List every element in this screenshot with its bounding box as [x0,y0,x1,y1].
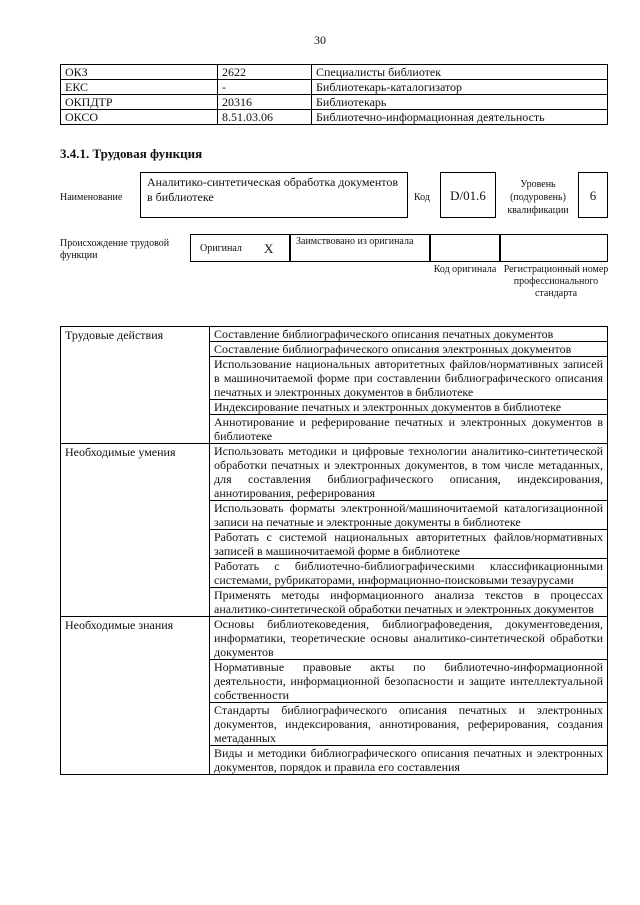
name-cell: Библиотекарь-каталогизатор [312,80,608,95]
origin-label: Происхождение трудовой функции [60,238,170,261]
reg-number-label: Регистрационный номер профессионального стандарта [503,264,609,299]
table-row [61,617,608,660]
value-cell: 20316 [218,95,312,110]
list-item: Применять методы информационного анализа текстов в процессах аналитико-синтетической обработки печатных и электронных документов [210,588,608,617]
borrowed-label: Заимствовано из оригинала [296,236,414,247]
list-item: Использование национальных авторитетных файлов/нормативных записей в машиночитаемой форме при составлении библиографического описания печатных и электронных документов в библиотеке [210,357,608,400]
section-header: Необходимые знания [61,617,210,775]
list-item: Составление библиографического описания электронных документов [210,342,608,357]
name-label: Наименование [60,192,123,203]
reg-number-cell [500,234,608,262]
list-item: Аннотирование и реферирование печатных и электронных документов в библиотеке [210,415,608,444]
page-number: 30 [314,33,326,47]
name-cell: Библиотекарь [312,95,608,110]
name-cell: Библиотечно-информационная деятельность [312,110,608,125]
section-header: Необходимые умения [61,444,210,617]
section-header: Трудовые действия [61,327,210,444]
list-item: Стандарты библиографического описания печатных и электронных документов, индексирования, аннотирования, реферирования, создания метаданных [210,703,608,746]
list-item: Работать с системой национальных авторитетных файлов/нормативных записей в машиночитаемой форме в библиотеке [210,530,608,559]
qualification-level-label: Уровень (подуровень) квалификации [507,179,569,216]
qualification-level-value: 6 [578,172,608,218]
competency-table [60,326,608,775]
value-cell: - [218,80,312,95]
codes-row [61,80,608,95]
value-cell: 2622 [218,65,312,80]
codes-row [61,95,608,110]
function-name-value: Аналитико-синтетическая обработка документов в библиотеке [140,172,408,218]
code-cell: ОКЗ [61,65,218,80]
list-item: Использовать методики и цифровые технологии аналитико-синтетической обработки печатных и электронных документов, в том числе метаданных, для составления библиографического описания, индексирования, аннотирования, реферирования [210,444,608,501]
original-mark: X [264,241,274,256]
value-cell: 8.51.03.06 [218,110,312,125]
list-item: Работать с библиотечно-библиографическими классификационными системами, рубрикаторами, информационно-поисковыми тезаурусами [210,559,608,588]
codes-row [61,110,608,125]
list-item: Использовать форматы электронной/машиночитаемой каталогизационной записи на печатные и электронные документы в библиотеке [210,501,608,530]
table-row [61,444,608,501]
code-original-label: Код оригинала [433,264,497,275]
table-row [61,327,608,342]
name-cell: Специалисты библиотек [312,65,608,80]
classifier-codes-table [60,64,608,125]
section-title: 3.4.1. Трудовая функция [60,146,203,161]
list-item: Нормативные правовые акты по библиотечно-информационной деятельности, информационной безопасности и защите интеллектуальной собственности [210,660,608,703]
list-item: Индексирование печатных и электронных документов в библиотеке [210,400,608,415]
list-item: Составление библиографического описания печатных документов [210,327,608,342]
code-cell: ОКСО [61,110,218,125]
codes-row [61,65,608,80]
list-item: Основы библиотековедения, библиографоведения, документоведения, информатики, теоретические основы аналитико-синтетической обработки документов [210,617,608,660]
code-cell: ОКПДТР [61,95,218,110]
code-label: Код [414,192,430,203]
code-original-cell [430,234,500,262]
list-item: Виды и методики библиографического описания печатных и электронных документов, порядок и правила его составления [210,746,608,775]
original-label: Оригинал [200,243,242,254]
code-cell: ЕКС [61,80,218,95]
function-code-value: D/01.6 [440,172,496,218]
